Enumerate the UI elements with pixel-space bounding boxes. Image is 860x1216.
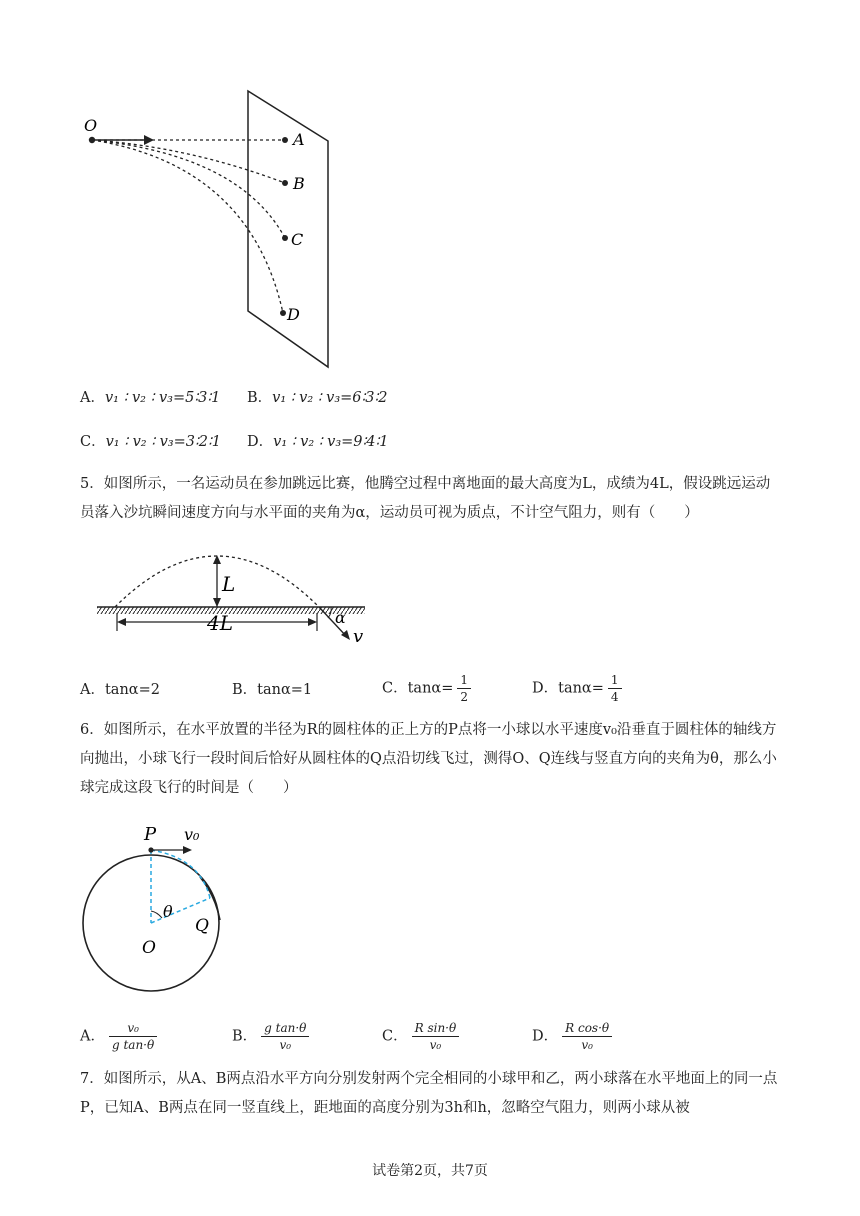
label-a: A: [293, 130, 305, 149]
question-5-text: 5．如图所示，一名运动员在参加跳远比赛，他腾空过程中离地面的最大高度为L，成绩为4L，假设跳远运动员落入沙坑瞬间速度方向与水平面的夹角为α，运动员可视为质点，不计空气阻力，则有（ ）: [80, 476, 771, 521]
label-v0: v₀: [184, 825, 200, 844]
figure-q4-trajectories: [80, 85, 340, 370]
q6-option-a: A． $\frac{\text{v₀}}{\text{g tan·θ}}$: [80, 1020, 157, 1053]
label-v: v: [353, 626, 364, 645]
q5-option-b: B．tanα=1: [232, 682, 313, 698]
label-o: O: [84, 116, 98, 135]
label-b: B: [293, 174, 305, 193]
q6-option-d: D． $\frac{\text{R cos·θ}}{\text{v₀}}$: [532, 1020, 612, 1053]
fraction-a: $\frac{\text{v₀}}{\text{g tan·θ}}$: [109, 1020, 157, 1053]
label-p: P: [144, 824, 157, 845]
figure-q6-cylinder: [80, 820, 280, 1010]
fraction-b: $\frac{\text{g tan·θ}}{\text{v₀}}$: [261, 1020, 309, 1053]
fraction-one-half: $\frac{1}{2}$: [457, 672, 471, 705]
question-7-text: 7．如图所示，从A、B两点沿水平方向分别发射两个完全相同的小球甲和乙，两小球落在水平地面上的同一点P，已知A、B两点在同一竖直线上，距地面的高度分别为3h和h，忽略空气阻力，则两小球从被: [80, 1071, 778, 1116]
label-4l: 4L: [207, 611, 234, 635]
q5-option-c: C．tanα= $\frac{1}{2}$: [382, 672, 471, 705]
q4-option-a: A．v₁ ∶ v₂ ∶ v₃=5∶3∶1: [80, 390, 221, 406]
label-q: Q: [195, 916, 209, 936]
q6-option-b: B． $\frac{\text{g tan·θ}}{\text{v₀}}$: [232, 1020, 309, 1053]
figure-q5-long-jump: [95, 545, 385, 645]
label-l: L: [222, 572, 236, 596]
q4-option-b: B．v₁ ∶ v₂ ∶ v₃=6∶3∶2: [247, 390, 388, 406]
label-theta: θ: [163, 902, 173, 921]
q4-option-c: C．v₁ ∶ v₂ ∶ v₃=3∶2∶1: [80, 434, 221, 450]
q5-option-a: A．tanα=2: [80, 682, 160, 698]
fraction-one-quarter: $\frac{1}{4}$: [608, 672, 622, 705]
q4-option-d: D．v₁ ∶ v₂ ∶ v₃=9∶4∶1: [247, 434, 389, 450]
label-o-center: O: [142, 938, 156, 958]
label-c: C: [291, 230, 304, 249]
q6-option-c: C． $\frac{\text{R sin·θ}}{\text{v₀}}$: [382, 1020, 459, 1053]
page-footer: 试卷第2页，共7页: [372, 1163, 488, 1179]
fraction-c: $\frac{\text{R sin·θ}}{\text{v₀}}$: [412, 1020, 460, 1053]
fraction-d: $\frac{\text{R cos·θ}}{\text{v₀}}$: [562, 1020, 612, 1053]
label-alpha: α: [335, 608, 346, 627]
q5-option-d: D．tanα= $\frac{1}{4}$: [532, 672, 622, 705]
question-6-text: 6．如图所示，在水平放置的半径为R的圆柱体的正上方的P点将一小球以水平速度v₀沿垂直于圆柱体的轴线方向抛出，小球飞行一段时间后恰好从圆柱体的Q点沿切线飞过，测得O、Q连线与竖直方向的夹角为θ，那么小球完成这段飞行的时间是（ ）: [80, 722, 777, 796]
label-d: D: [287, 305, 300, 324]
